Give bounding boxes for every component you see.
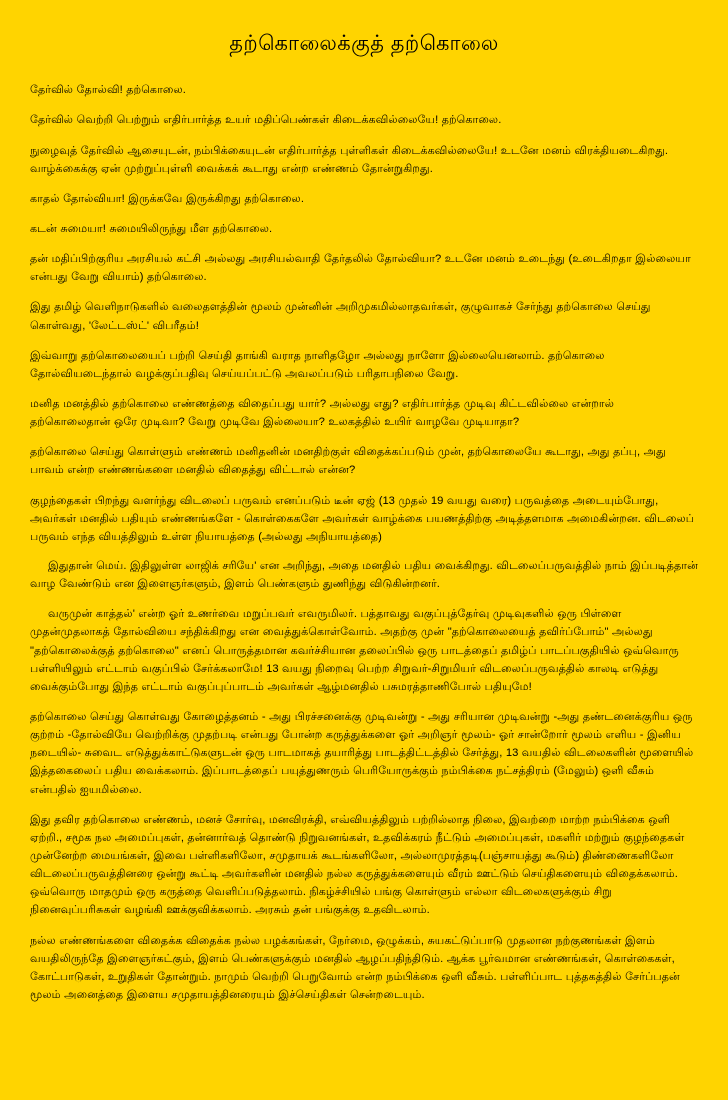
paragraph: தற்கொலை செய்து கொள்ளும் எண்ணம் மனிதனின் மனதிற்குள் விதைக்கப்படும் முன், தற்கொலையே கூடாது, அது தப்பு, அது பாவம் என்ற எண்ணங்களை மனதில் விதைத்து விட்டால் என்ன?: [30, 446, 666, 477]
paragraph: குழந்தைகள் பிறந்து வளர்ந்து விடலைப் பருவம் எனப்படும் டீன் ஏஜ் (13 முதல் 19 வயது வரை) பருவத்தை அடையும்போது, அவர்கள் மனதில் பதியும் எண்ணங்களே - கொள்கைகளே அவர்கள் வாழ்க்கை பயணத்திற்கு அடித்தளமாக அமைகின்றன. விடலைப் பருவம் எந்த வியத்திலும் உள்ள நியாயத்தை (அல்லது அநியாயத்தை): [30, 494, 695, 543]
paragraph: தன் மதிப்பிற்குரிய அரசியல் கட்சி அல்லது அரசியல்வாதி தேர்தலில் தோல்வியா? உடனே மனம் உடைந்து (உடைகிறதா இல்லையா என்பது வேறு வியாம்) தற்கொலை.: [30, 253, 691, 284]
paragraph: நல்ல எண்ணங்களை விதைக்க விதைக்க நல்ல பழக்கங்கள், நேர்மை, ஒழுக்கம், சுயகட்டுப்பாடு முதலான நற்குணங்கள் இளம் வயதிலிருந்தே இளைஞர்கட்கும், இளம் பெண்களுக்கும் மனதில் ஆழப்பதிந்திடும். ஆக்க பூர்வமான எண்ணங்கள், கொள்கைகள், கோட்பாடுகள், உறுதிகள் தோன்றும். நாமும் வெற்றி பெறுவோம் என்ற நம்பிக்கை ஒளி வீசும். பள்ளிப்பாட புத்தகத்தில் சேர்ப்பதன் மூலம் அனைத்தை இளைய சமுதாயத்தினரையும் இச்செய்திகள் சென்றடையும்.: [30, 934, 680, 1001]
paragraph: மனித மனத்தில் தற்கொலை எண்ணத்தை விதைப்பது யார்? அல்லது எது? எதிர்பார்த்த முடிவு கிட்டவில்லை என்றால் தற்கொலைதான் ஒரே முடிவா? வேறு முடிவே இல்லையா? உலகத்தில் உயிர் வாழவே முடியாதா?: [30, 397, 615, 429]
paragraph: தேர்வில் வெற்றி பெற்றும் எதிர்பார்த்த உயர் மதிப்பெண்கள் கிடைக்கவில்லையே! தற்கொலை.: [30, 114, 502, 127]
document-body: [30, 81, 698, 1004]
paragraph: இவ்வாறு தற்கொலையைப் பற்றி செய்தி தாங்கி வராத நாளிதழோ அல்லது நாளோ இல்லையெனலாம். தற்கொலை தோல்வியடைந்தால் வழக்குப்பதிவு செய்யப்பட்டு அவலப்படும் பரிதாபநிலை வேறு.: [30, 349, 605, 380]
paragraph: தேர்வில் தோல்வி! தற்கொலை.: [30, 84, 186, 97]
paragraph: இது தமிழ் வெளிநாடுகளில் வலைதளத்தின் மூலம் முன்னின் அறிமுகமில்லாதவர்கள், குழுவாகச் சேர்ந்து தற்கொலை செய்து கொள்வது, 'லேட்டஸ்ட்' விபரீதம்!: [30, 301, 651, 332]
paragraph: இதுதான் மெய். இதிலுள்ள லாஜிக் சரியே' என அறிந்து, அதை மனதில் பதிய வைக்கிறது. விடலைப்பருவத்தில் நாம் இப்படித்தான் வாழ வேண்டும் என இளைஞர்களும், இளம் பெண்களும் துணிந்து விடுகின்றனர்.: [30, 559, 698, 591]
paragraph: வருமுன் காத்தல்' என்ற ஓர் உணர்வை மறுப்பவர் எவருமிலர். பத்தாவது வகுப்புத்தேர்வு முடிவுகளில் ஒரு பிள்ளை முதன்முதலாகத் தோல்வியை சந்திக்கிறது என வைத்துக்கொள்வோம். அதற்கு முன் "தற்கொலையைத் தவிர்ப்போம்" அல்லது "தற்கொலைக்குத் தற்கொலை" எனப் பொருத்தமான கவர்ச்சியான தலைப்பில் ஒரு பாடத்தைப் தமிழ்ப் பாடப்பகுதியில் ஒவ்வொரு பள்ளியிலும் எட்டாம் வகுப்பில் சேர்க்கலாமே! 13 வயது நிறைவு பெற்ற சிறுவர்-சிறுமியர் விடலைப்பருவத்தில் காலடி எடுத்து வைக்கும்போது இந்த எட்டாம் வகுப்புப்பாடம் அவர்கள் ஆழ்மனதில் பசுமரத்தாணிபோல் பதியுமே!: [30, 608, 679, 693]
paragraph: காதல் தோல்வியா! இருக்கவே இருக்கிறது தற்கொலை.: [30, 192, 304, 205]
paragraph: தற்கொலை செய்து கொள்வது கோழைத்தனம் - அது பிரச்சனைக்கு முடிவன்று - அது சரியான முடிவன்று -அது தண்டனைக்குரிய ஒரு குற்றம் -தோல்வியே வெற்றிக்கு முதற்படி என்பது போன்ற கருத்துக்களை ஓர் அறிஞர் மூலம்- ஓர் சான்றோர் மூலம் எளிய - இனிய நடையில்- சுவைட எடுத்துக்காட்டுகளுடன் ஒரு பாடமாகத் தயாரித்து பாடத்திட்டத்தில் சேர்த்து, 13 வயதில் விடலைகளின் மூளையில் இத்தகைலைப் பதிய வைக்கலாம். இப்பாடத்தைப் பயுத்துணரும் பெரியோருக்கும் நம்பிக்கை நட்சத்திரம் (மேலும்) ஒளி வீசும் என்பதில் ஐயமில்லை.: [30, 710, 694, 796]
paragraph: நுழைவுத் தேர்வில் ஆசையுடன், நம்பிக்கையுடன் எதிர்பார்த்த புள்ளிகள் கிடைக்கவில்லையே! உடனே மனம் விரக்தியடைகிறது. வாழ்க்கைக்கு ஏன் முற்றுப்புள்ளி வைக்கக் கூடாது என்ற எண்ணம் தோன்றுகிறது.: [30, 144, 668, 175]
paragraph: கடன் சுமையா! சுமையிலிருந்து மீள தற்கொலை.: [30, 223, 273, 235]
paragraph: இது தவிர தற்கொலை எண்ணம், மனச் சோர்வு, மனவிரக்தி, எவ்வியத்திலும் பற்றில்லாத நிலை, இவற்றை மாற்ற நம்பிக்கை ஒளி ஏற்றி., சமூக நல அமைப்புகள், தன்னார்வத் தொண்டு நிறுவனங்கள், உதவிக்கரம் நீட்டும் அமைப்புகள், மகளிர் மற்றும் குழந்தைகள் முன்னேற்ற மையங்கள், இவை பள்ளிகளிலோ, சமுதாயக் கூடங்களிலோ, அல்லாமுரத்தடி(பஞ்சாயத்து கூடும்) திண்ணைகளிலோ விடலைப்பருவத்தினரை ஒன்று கூட்டி அவர்களின் மனதில் நல்ல கருத்துக்களையும் வீரம் ஊட்டும் செய்திகளையும் விதைக்கலாம். ஒவ்வொரு மாதமும் ஒரு கருத்தை வெளிப்படுத்தலாம். நிகழ்ச்சியில் பங்கு கொள்ளும் எல்லா விடலைகளுக்கும் சிறு நினைவுப்பரிசுகள் வழங்கி ஊக்குவிக்கலாம். அரசும் தன் பங்குக்கு உதவிடலாம்.: [30, 813, 685, 917]
page-title: தற்கொலைக்குத் தற்கொலை: [229, 32, 499, 55]
